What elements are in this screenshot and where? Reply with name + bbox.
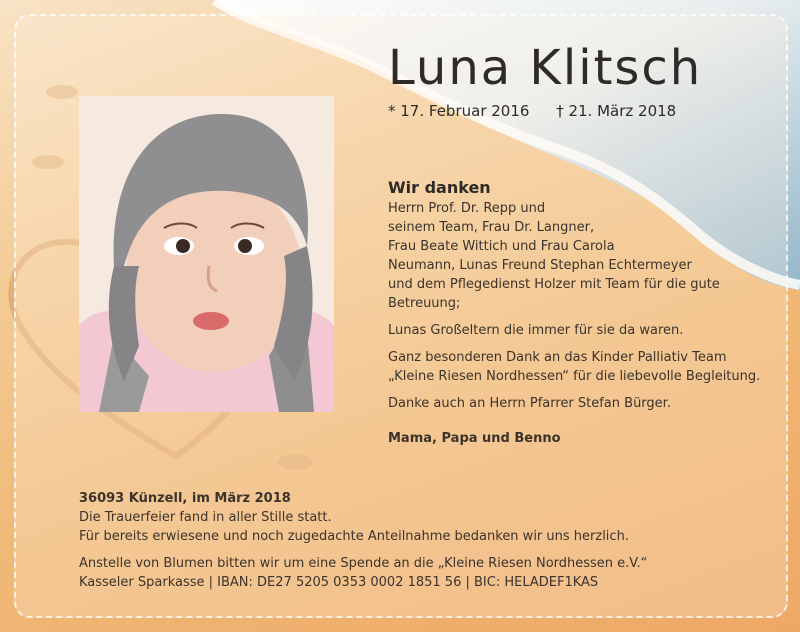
birth-date: * 17. Februar 2016 bbox=[388, 102, 530, 120]
thanks-line: Herrn Prof. Dr. Repp und bbox=[388, 201, 546, 216]
thanks-paragraph-3 bbox=[388, 348, 778, 386]
thanks-heading: Wir danken bbox=[388, 178, 491, 197]
death-date: † 21. März 2018 bbox=[556, 102, 677, 120]
footer-line-1: Die Trauerfeier fand in aller Stille statt. bbox=[79, 510, 332, 525]
thanks-line: „Kleine Riesen Nordhessen“ für die liebevolle Begleitung. bbox=[388, 369, 761, 384]
thanks-line: Ganz besonderen Dank an das Kinder Palliativ Team bbox=[388, 350, 727, 365]
footer-section bbox=[79, 489, 759, 592]
child-portrait-photo bbox=[79, 96, 334, 412]
thanks-paragraph-1 bbox=[388, 199, 778, 313]
thanks-paragraph-2: Lunas Großeltern die immer für sie da waren. bbox=[388, 323, 684, 338]
thanks-section bbox=[388, 178, 778, 448]
thanks-line: Betreuung; bbox=[388, 296, 461, 311]
thanks-line: und dem Pflegedienst Holzer mit Team für die gute bbox=[388, 277, 720, 292]
signature: Mama, Papa und Benno bbox=[388, 431, 561, 446]
bank-details: Kasseler Sparkasse | IBAN: DE27 5205 0353 0002 1851 56 | BIC: HELADEF1KAS bbox=[79, 575, 599, 590]
place-date: 36093 Künzell, im März 2018 bbox=[79, 491, 291, 506]
footer-line-3: Anstelle von Blumen bitten wir um eine Spende an die „Kleine Riesen Nordhessen e.V.“ bbox=[79, 556, 648, 571]
deceased-name: Luna Klitsch bbox=[388, 40, 703, 96]
thanks-paragraph-4: Danke auch an Herrn Pfarrer Stefan Bürger. bbox=[388, 396, 671, 411]
footer-line-2: Für bereits erwiesene und noch zugedachte Anteilnahme bedanken wir uns herzlich. bbox=[79, 529, 629, 544]
life-dates bbox=[388, 102, 676, 120]
thanks-line: Neumann, Lunas Freund Stephan Echtermeyer bbox=[388, 258, 692, 273]
thanks-line: seinem Team, Frau Dr. Langner, bbox=[388, 220, 595, 235]
child-portrait-illustration bbox=[79, 96, 334, 412]
thanks-line: Frau Beate Wittich und Frau Carola bbox=[388, 239, 615, 254]
